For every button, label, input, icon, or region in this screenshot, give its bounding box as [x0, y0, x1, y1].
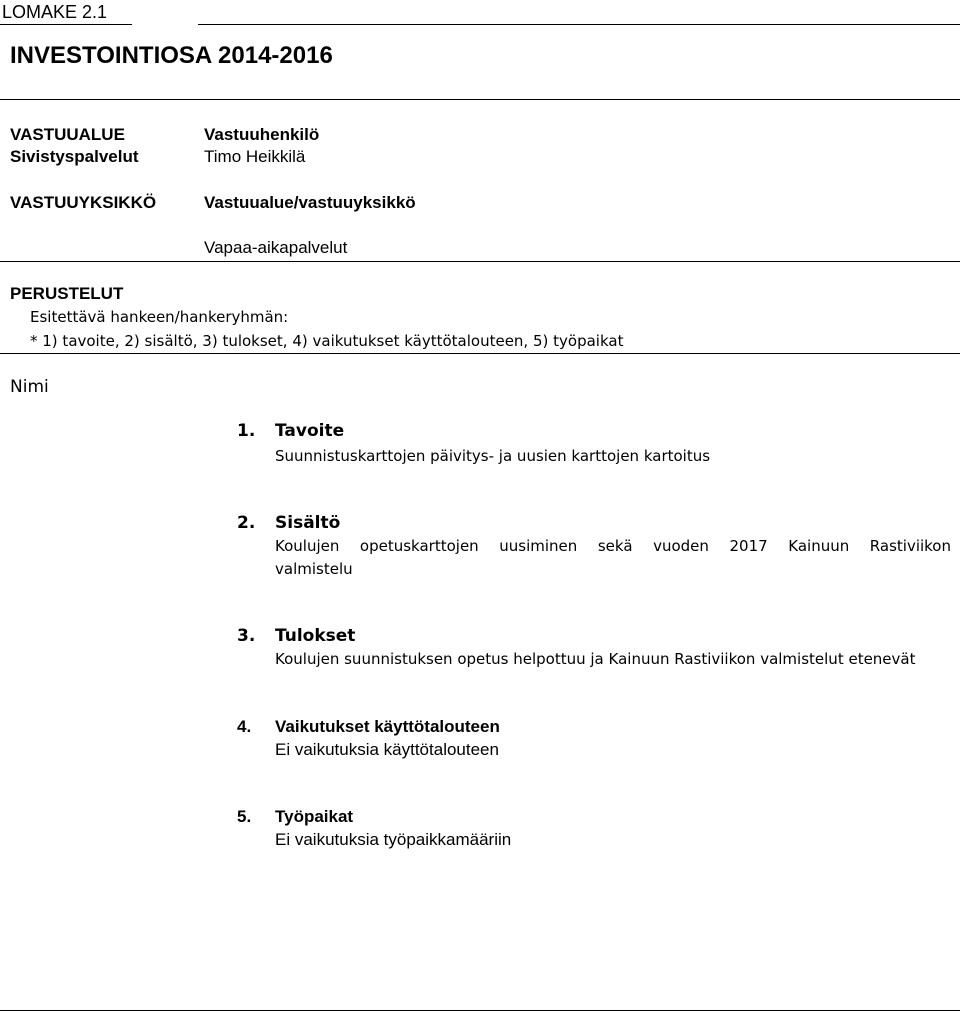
section-3-number: 3. — [237, 626, 256, 646]
section-2-text-line1: Koulujen opetuskarttojen uusiminen sekä vuoden 2017 Kainuun Rastiviikon — [275, 537, 951, 555]
section-5-text: Ei vaikutuksia työpaikkamääriin — [275, 830, 512, 849]
unit-sub-heading: Vastuualue/vastuuyksikkö — [204, 193, 416, 212]
section-5-title: Työpaikat — [275, 807, 354, 826]
divider — [0, 99, 960, 100]
rationale-heading: PERUSTELUT — [10, 284, 124, 303]
section-3-text: Koulujen suunnistuksen opetus helpottuu ja Kainuun Rastiviikon valmistelut etenevät — [275, 650, 916, 668]
page-title: INVESTOINTIOSA 2014-2016 — [10, 42, 333, 69]
rationale-fields: * 1) tavoite, 2) sisältö, 3) tulokset, 4) vaikutukset käyttötalouteen, 5) työpaikat — [30, 332, 624, 350]
rationale-intro: Esitettävä hankeen/hankeryhmän: — [30, 308, 289, 326]
section-1-title: Tavoite — [275, 421, 345, 441]
name-label: Nimi — [10, 377, 49, 397]
section-2-number: 2. — [237, 513, 256, 533]
attachment-label: LOMAKE 2.1 — [2, 2, 108, 22]
unit-value: Vapaa-aikapalvelut — [204, 238, 348, 257]
bottom-rule — [0, 1010, 960, 1011]
area-heading: VASTUUALUE — [10, 125, 125, 144]
section-5-number: 5. — [237, 807, 252, 826]
top-left-rule — [0, 24, 132, 25]
divider — [0, 353, 960, 354]
section-1-text: Suunnistuskarttojen päivitys- ja uusien karttojen kartoitus — [275, 447, 711, 465]
area-value: Sivistyspalvelut — [10, 147, 139, 166]
section-4-title: Vaikutukset käyttötalouteen — [275, 717, 500, 736]
section-4-number: 4. — [237, 717, 252, 736]
person-heading: Vastuuhenkilö — [204, 125, 320, 144]
section-4-text: Ei vaikutuksia käyttötalouteen — [275, 740, 499, 759]
section-2-text-line2: valmistelu — [275, 560, 353, 578]
person-value: Timo Heikkilä — [204, 147, 306, 166]
section-1-number: 1. — [237, 421, 256, 441]
unit-heading: VASTUUYKSIKKÖ — [10, 193, 157, 212]
section-3-title: Tulokset — [275, 626, 356, 646]
section-2-title: Sisältö — [275, 513, 341, 533]
divider — [0, 261, 960, 262]
top-right-rule — [198, 24, 960, 25]
